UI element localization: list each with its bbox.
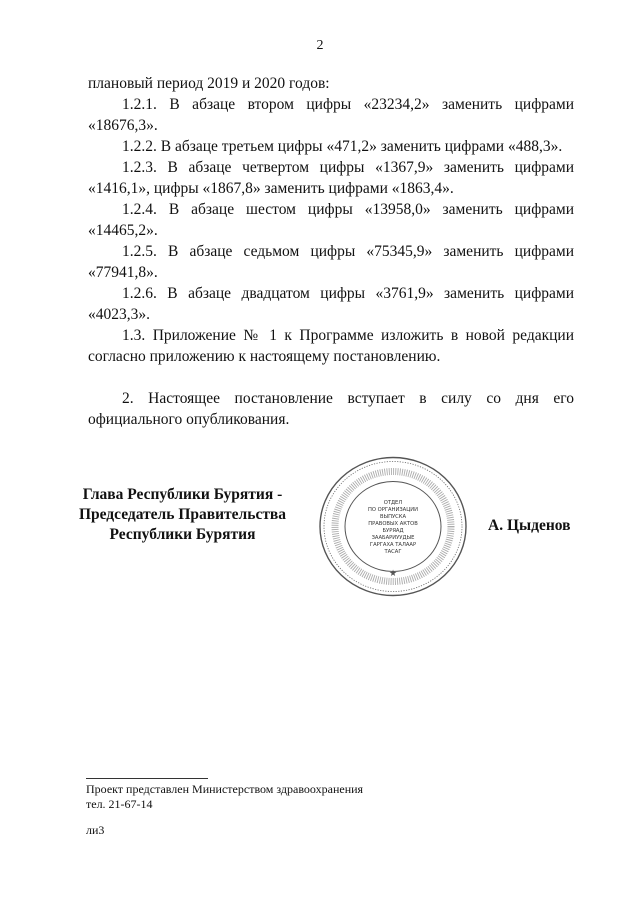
paragraph-1-2-3: 1.2.3. В абзаце четвертом цифры «1367,9» заменить цифрами «1416,1», цифры «1867,8» заменить цифрами «1863,4». bbox=[88, 159, 574, 197]
signer-title-line-1: Глава Республики Бурятия - bbox=[82, 486, 283, 503]
paragraph-1-2-6: 1.2.6. В абзаце двадцатом цифры «3761,9» заменить цифрами «4023,3». bbox=[88, 285, 574, 323]
signer-title bbox=[70, 485, 295, 545]
paragraph-1-3: 1.3. Приложение № 1 к Программе изложить в новой редакции согласно приложению к настоящему постановлению. bbox=[88, 327, 574, 365]
paragraph-1-2-5: 1.2.5. В абзаце седьмом цифры «75345,9» заменить цифрами «77941,8». bbox=[88, 243, 574, 281]
paragraph-1-2-2: 1.2.2. В абзаце третьем цифры «471,2» заменить цифрами «488,3». bbox=[122, 138, 563, 155]
paragraph-2: 2. Настоящее постановление вступает в силу со дня его официального опубликования. bbox=[88, 390, 574, 428]
footnote-code: ли3 bbox=[86, 823, 105, 837]
seal-center-line-2: ПО ОРГАНИЗАЦИИ bbox=[367, 507, 419, 513]
page-number: 2 bbox=[316, 38, 324, 53]
document-body bbox=[88, 73, 574, 430]
seal-center-line-7: ГАРГАХА ТАЛААР bbox=[369, 542, 417, 548]
footnote-divider bbox=[86, 778, 208, 779]
seal-center-line-4: ПРАВОВЫХ АКТОВ bbox=[368, 521, 418, 527]
signer-title-line-2: Председатель Правительства bbox=[78, 506, 287, 523]
footnote-ministry: Проект представлен Министерством здравоохранения bbox=[86, 782, 364, 796]
signer-title-line-3: Республики Бурятия bbox=[109, 526, 256, 543]
official-seal-stamp bbox=[317, 454, 469, 599]
seal-center-line-8: ТАСАГ bbox=[384, 549, 402, 555]
signer-name: А. Цыденов bbox=[488, 517, 571, 534]
seal-center-line-3: ВЫПУСКА bbox=[379, 514, 407, 520]
paragraph-1-2-1: 1.2.1. В абзаце втором цифры «23234,2» заменить цифрами «18676,3». bbox=[88, 96, 574, 134]
paragraph-1-2-4: 1.2.4. В абзаце шестом цифры «13958,0» заменить цифрами «14465,2». bbox=[88, 201, 574, 239]
footnote-phone: тел. 21-67-14 bbox=[86, 797, 153, 811]
seal-center-line-1: ОТДЕЛ bbox=[383, 500, 403, 506]
seal-center-line-5: БУРЯАД bbox=[382, 528, 404, 534]
seal-star-icon: ★ bbox=[388, 569, 398, 579]
paragraph-continuation: плановый период 2019 и 2020 годов: bbox=[88, 75, 330, 92]
seal-center-line-6: ЗААБАРИУУДЫЕ bbox=[371, 535, 415, 541]
paragraph-gap bbox=[88, 367, 574, 388]
